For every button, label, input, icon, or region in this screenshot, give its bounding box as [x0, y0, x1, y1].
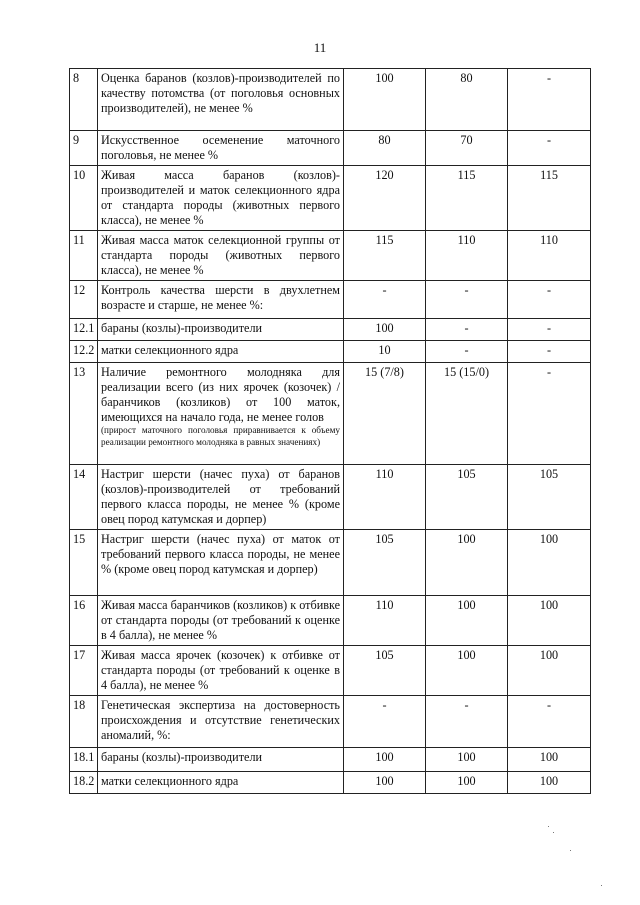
row-number: 18.1	[70, 748, 98, 772]
row-description	[98, 748, 344, 772]
value-cell-col2: 110	[426, 231, 508, 281]
value-cell-col1: 100	[344, 319, 426, 341]
value-cell-col1: 100	[344, 748, 426, 772]
table-row	[70, 341, 591, 363]
row-number: 12	[70, 281, 98, 319]
value-cell-col1: 105	[344, 646, 426, 696]
value-cell-col1: 100	[344, 772, 426, 794]
row-description	[98, 131, 344, 166]
value-cell-col1: 120	[344, 166, 426, 231]
value-cell-col2: 70	[426, 131, 508, 166]
table-row	[70, 69, 591, 131]
row-description-text: Генетическая экспертиза на достоверность происхождения и отсутствие генетических аномалий, %:	[101, 698, 340, 742]
value-cell-col2: 105	[426, 465, 508, 530]
value-cell-col2: 100	[426, 530, 508, 596]
value-cell-col1: 15 (7/8)	[344, 363, 426, 465]
row-description-text: матки селекционного ядра	[101, 774, 239, 788]
value-cell-col2: 115	[426, 166, 508, 231]
row-description	[98, 281, 344, 319]
value-cell-col3: 100	[508, 772, 591, 794]
scan-speck	[601, 885, 602, 886]
row-description-text: Настриг шерсти (начес пуха) от маток от требований первого класса породы, не менее % (кроме овец пород катумская и дорпер)	[101, 532, 340, 576]
row-description-text: Оценка баранов (козлов)-производителей по качеству потомства (от поголовья основных производителей), не менее %	[101, 71, 340, 115]
row-description	[98, 596, 344, 646]
value-cell-col1: -	[344, 281, 426, 319]
value-cell-col3: -	[508, 131, 591, 166]
row-number: 9	[70, 131, 98, 166]
row-description	[98, 646, 344, 696]
value-cell-col1: 105	[344, 530, 426, 596]
value-cell-col3: -	[508, 341, 591, 363]
table-body	[70, 69, 591, 794]
value-cell-col2: 100	[426, 772, 508, 794]
scan-speck	[570, 850, 571, 851]
value-cell-col2: 15 (15/0)	[426, 363, 508, 465]
table-row	[70, 696, 591, 748]
row-description-text: Наличие ремонтного молодняка для реализации всего (из них ярочек (козочек) / баранчиков (козликов) от 100 маток, имеющихся на начало года, не менее голов	[101, 365, 340, 424]
indicators-table	[69, 68, 591, 794]
row-number: 18.2	[70, 772, 98, 794]
row-description-text: Искусственное осеменение маточного поголовья, не менее %	[101, 133, 340, 162]
row-description-text: бараны (козлы)-производители	[101, 321, 263, 335]
value-cell-col2: 100	[426, 596, 508, 646]
value-cell-col1: 80	[344, 131, 426, 166]
row-description-text: бараны (козлы)-производители	[101, 750, 263, 764]
table-row	[70, 748, 591, 772]
value-cell-col3: -	[508, 319, 591, 341]
scan-speck	[553, 832, 554, 833]
row-description-text: Живая масса баранов (козлов)-производителей и маток селекционного ядра от стандарта породы (животных первого класса), не менее %	[101, 168, 340, 227]
row-number: 13	[70, 363, 98, 465]
value-cell-col2: -	[426, 281, 508, 319]
value-cell-col3: -	[508, 281, 591, 319]
row-number: 12.1	[70, 319, 98, 341]
value-cell-col3: 100	[508, 646, 591, 696]
row-description	[98, 465, 344, 530]
row-description-text: Контроль качества шерсти в двухлетнем возрасте и старше, не менее %:	[101, 283, 340, 312]
row-number: 12.2	[70, 341, 98, 363]
value-cell-col1: -	[344, 696, 426, 748]
table-row	[70, 646, 591, 696]
table-row	[70, 319, 591, 341]
row-description	[98, 69, 344, 131]
value-cell-col3: -	[508, 363, 591, 465]
row-number: 8	[70, 69, 98, 131]
table-row	[70, 281, 591, 319]
row-description	[98, 166, 344, 231]
table-row	[70, 131, 591, 166]
table-row	[70, 465, 591, 530]
row-description-text: матки селекционного ядра	[101, 343, 239, 357]
row-number: 18	[70, 696, 98, 748]
row-description	[98, 341, 344, 363]
value-cell-col2: 100	[426, 748, 508, 772]
value-cell-col3: -	[508, 69, 591, 131]
page-number: 11	[313, 40, 327, 55]
row-description	[98, 772, 344, 794]
table-row	[70, 166, 591, 231]
table-row	[70, 530, 591, 596]
row-description	[98, 696, 344, 748]
row-description	[98, 363, 344, 465]
value-cell-col3: 115	[508, 166, 591, 231]
row-description	[98, 231, 344, 281]
row-number: 10	[70, 166, 98, 231]
table-row	[70, 772, 591, 794]
table-row	[70, 363, 591, 465]
value-cell-col3: 100	[508, 748, 591, 772]
value-cell-col3: 100	[508, 596, 591, 646]
row-number: 11	[70, 231, 98, 281]
value-cell-col1: 10	[344, 341, 426, 363]
row-number: 16	[70, 596, 98, 646]
value-cell-col1: 115	[344, 231, 426, 281]
scan-speck	[548, 826, 549, 827]
value-cell-col1: 100	[344, 69, 426, 131]
table-row	[70, 231, 591, 281]
row-description-text: Настриг шерсти (начес пуха) от баранов (козлов)-производителей от требований первого класса породы, не менее % (кроме овец пород катумская и дорпер)	[101, 467, 340, 526]
value-cell-col3: -	[508, 696, 591, 748]
value-cell-col2: 100	[426, 646, 508, 696]
row-description-text: Живая масса баранчиков (козликов) к отбивке от стандарта породы (от требований к оценке в 4 балла), не менее %	[101, 598, 340, 642]
row-number: 14	[70, 465, 98, 530]
value-cell-col2: -	[426, 696, 508, 748]
value-cell-col2: -	[426, 319, 508, 341]
value-cell-col3: 110	[508, 231, 591, 281]
value-cell-col1: 110	[344, 596, 426, 646]
row-number: 17	[70, 646, 98, 696]
value-cell-col3: 105	[508, 465, 591, 530]
value-cell-col2: -	[426, 341, 508, 363]
row-description-text: Живая масса ярочек (козочек) к отбивке от стандарта породы (от требований к оценке в 4 балла), не менее %	[101, 648, 340, 692]
row-description-text: Живая масса маток селекционной группы от стандарта породы (животных первого класса), не менее %	[101, 233, 340, 277]
value-cell-col3: 100	[508, 530, 591, 596]
table-row	[70, 596, 591, 646]
value-cell-col2: 80	[426, 69, 508, 131]
row-description	[98, 530, 344, 596]
row-number: 15	[70, 530, 98, 596]
row-description	[98, 319, 344, 341]
value-cell-col1: 110	[344, 465, 426, 530]
row-note: (прирост маточного поголовья приравнивается к объему реализации ремонтного молодняка в равных значениях)	[101, 425, 340, 447]
